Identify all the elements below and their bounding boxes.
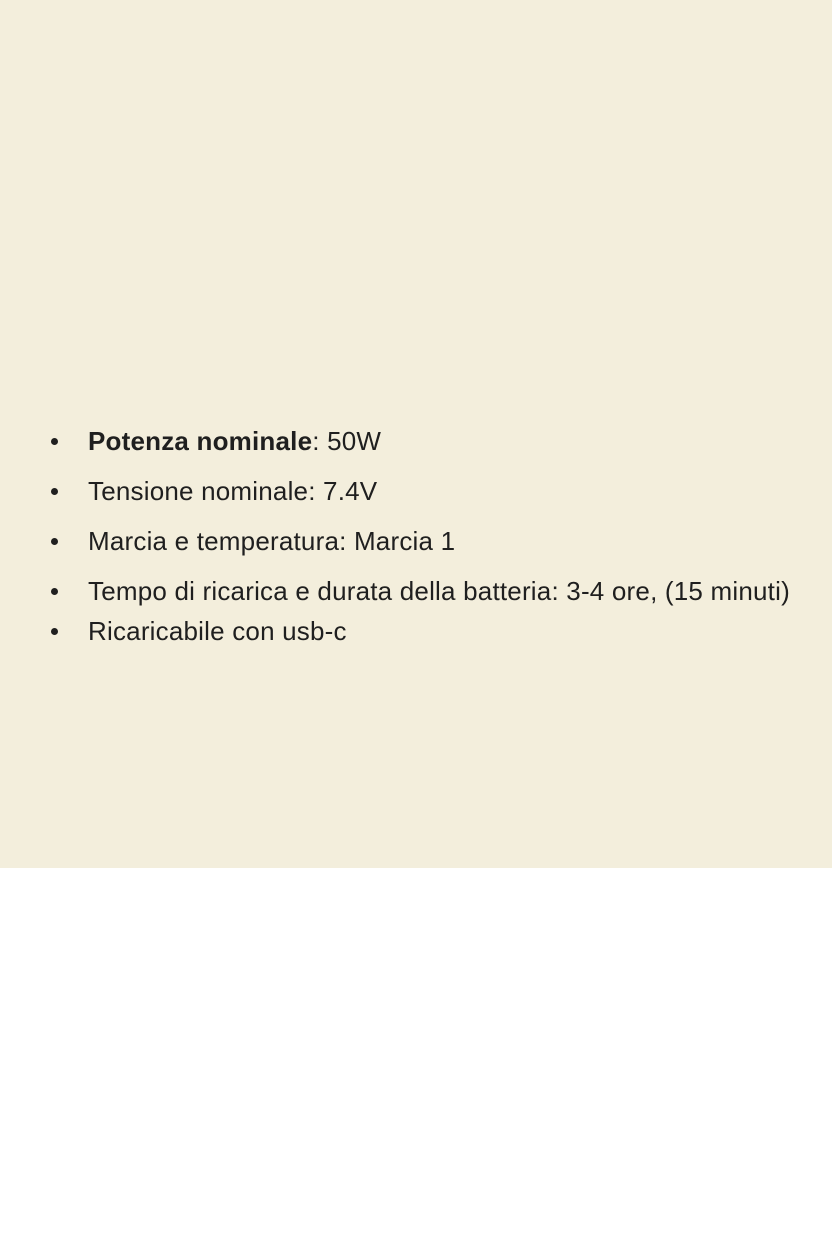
bullet-dot-icon	[51, 588, 58, 595]
spec-item-text: Tensione nominale: 7.4V	[88, 476, 378, 506]
spec-item-text: : 50W	[312, 426, 382, 456]
spec-item-text: Ricaricabile con usb-c	[88, 616, 347, 646]
spec-item-bold-label: Potenza nominale	[88, 426, 313, 456]
spec-item-tensione	[48, 474, 818, 508]
bullet-dot-icon	[51, 488, 58, 495]
bullet-dot-icon	[51, 538, 58, 545]
white-background-panel	[0, 868, 832, 1248]
bullet-dot-icon	[51, 628, 58, 635]
spec-list	[48, 424, 818, 648]
spec-item-ricaricabile	[48, 614, 818, 648]
spec-item-text: Tempo di ricarica e durata della batteria: 3-4 ore, (15 minuti)	[88, 576, 790, 606]
spec-item-potenza	[48, 424, 818, 458]
spec-item-text: Marcia e temperatura: Marcia 1	[88, 526, 456, 556]
spec-item-marcia	[48, 524, 818, 558]
bullet-dot-icon	[51, 438, 58, 445]
spec-item-tempo-ricarica	[48, 574, 818, 608]
